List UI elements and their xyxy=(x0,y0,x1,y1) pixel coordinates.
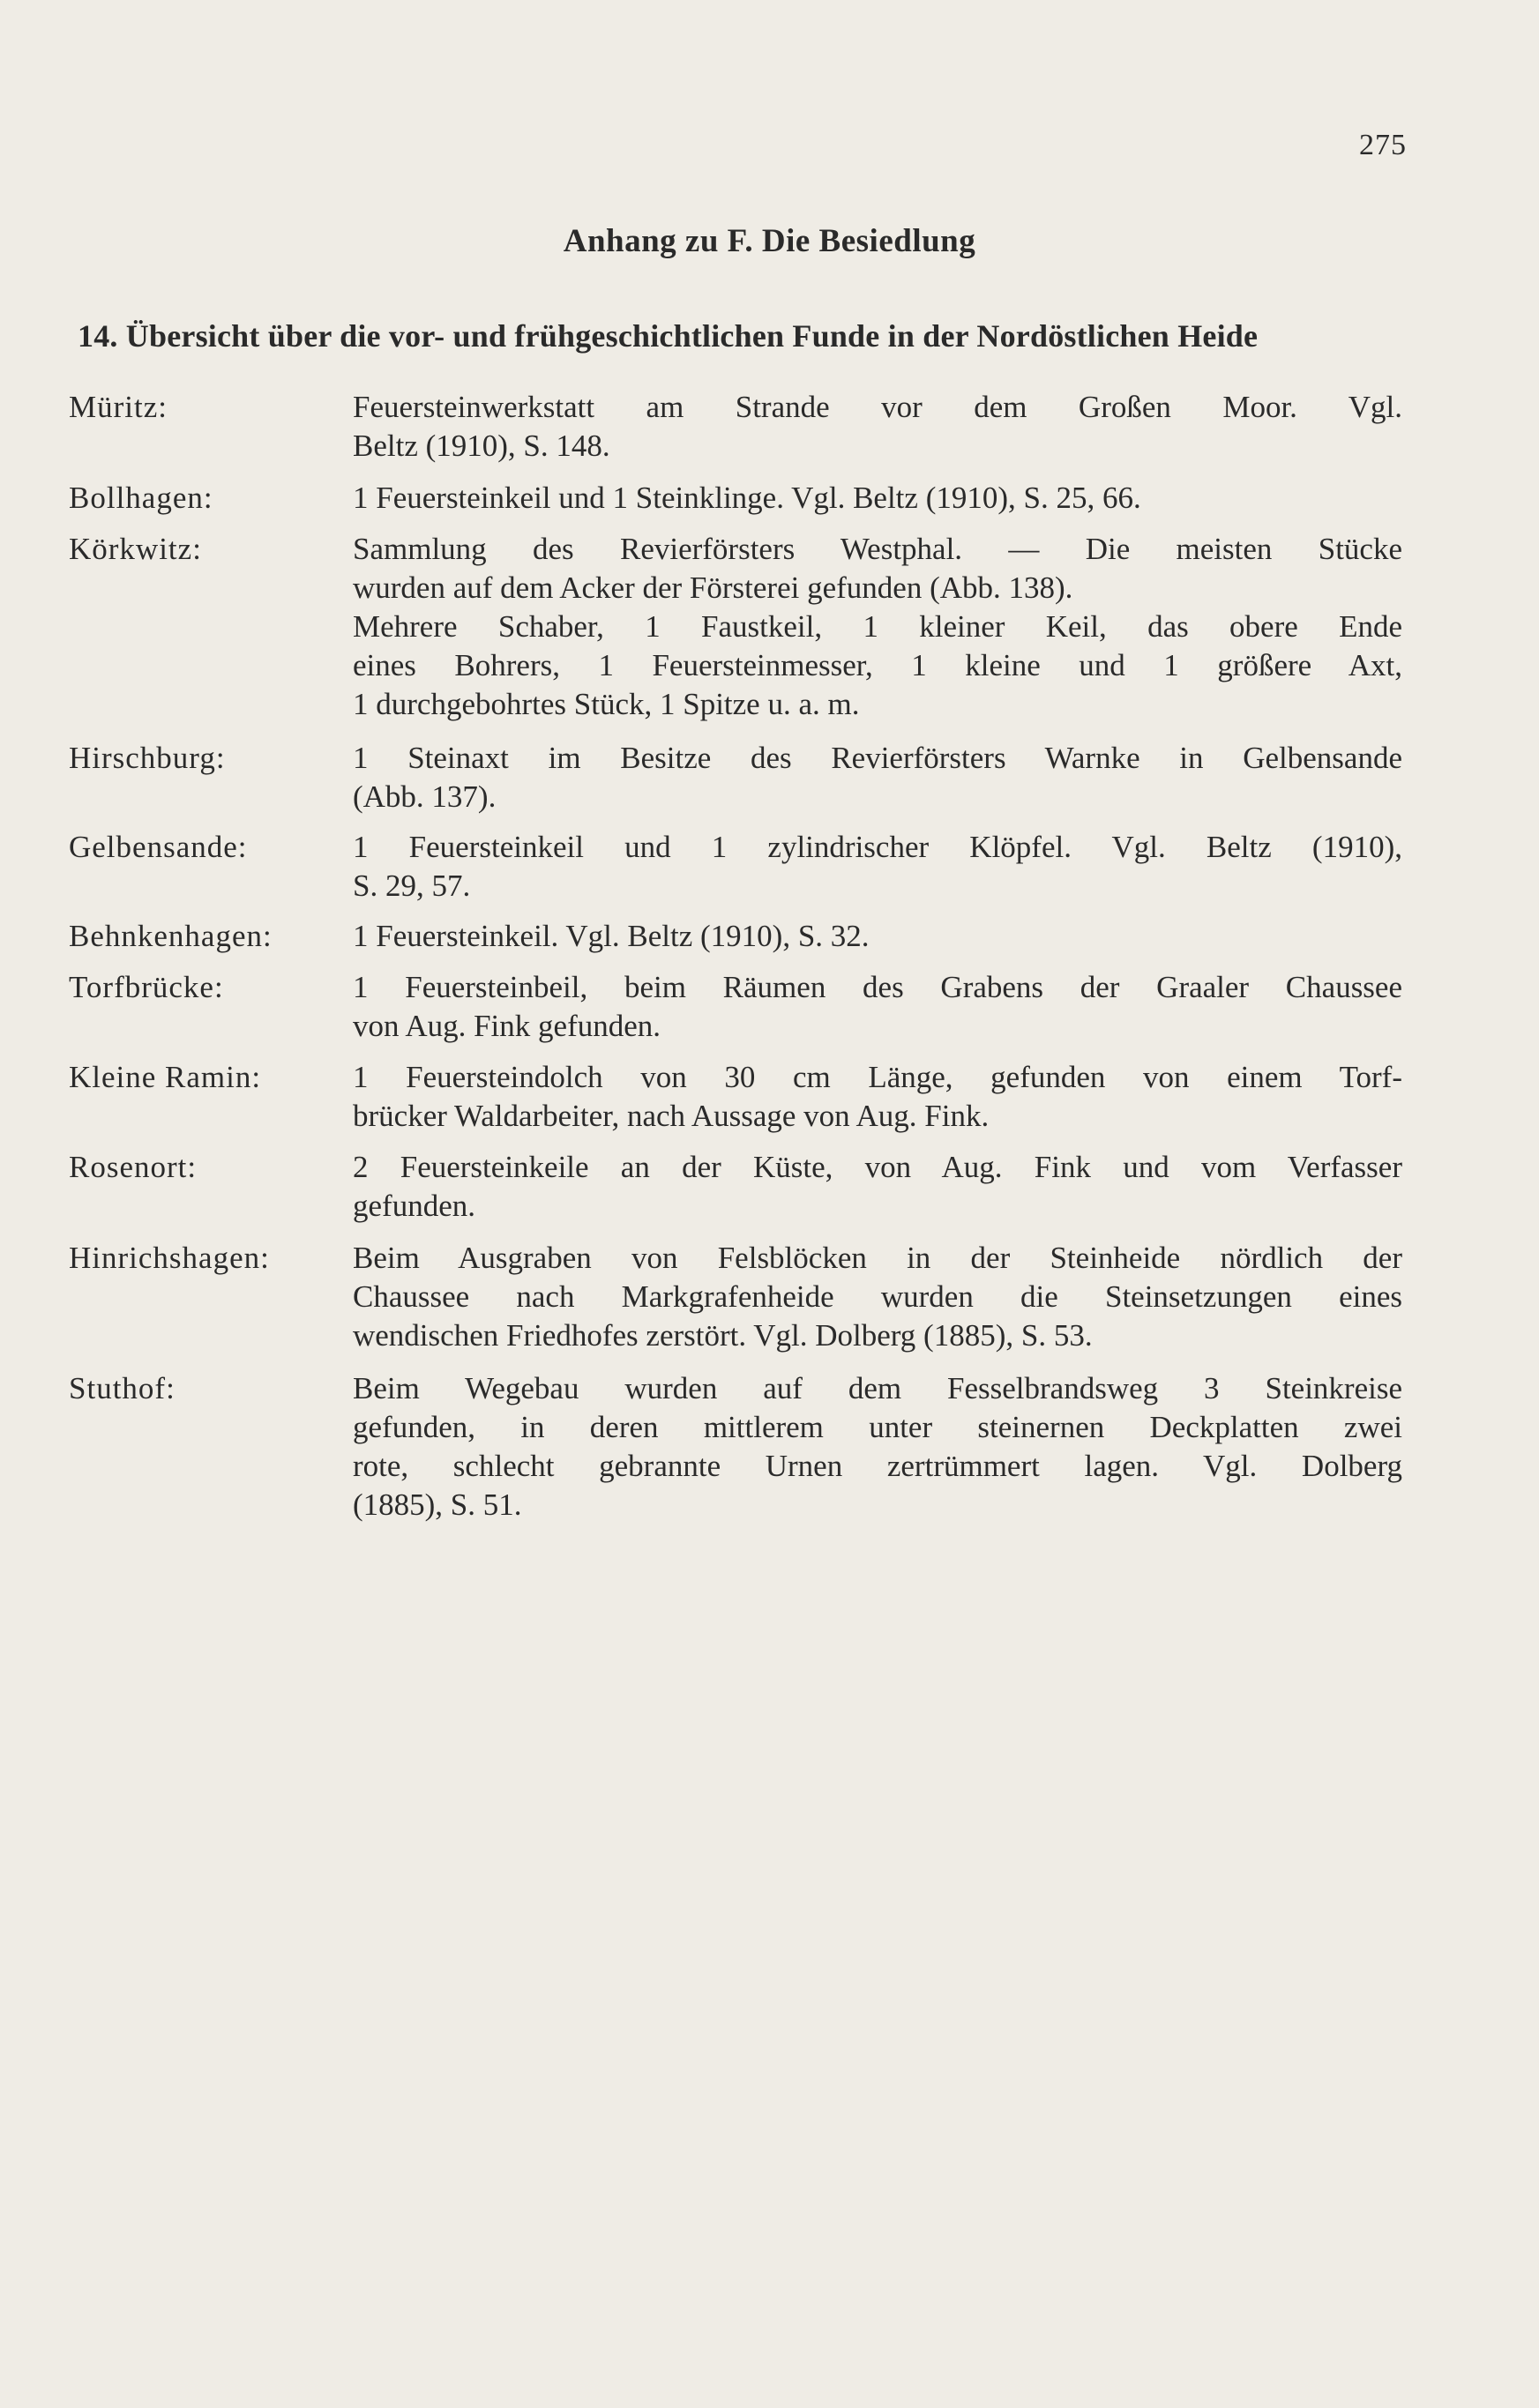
entry-line: 1 Feuersteinkeil und 1 Steinklinge. Vgl. Beltz (1910), S. 25, 66. xyxy=(353,481,1141,515)
entry-line: (1885), S. 51. xyxy=(353,1487,522,1522)
entry-text xyxy=(353,479,1402,518)
entry-line: wurden auf dem Acker der Försterei gefunden (Abb. 138). xyxy=(353,570,1073,605)
entry-text xyxy=(353,530,1402,724)
entry-text xyxy=(353,1148,1402,1226)
entry-line: 1 Feuersteinkeil und 1 zylindrischer Klöpfel. Vgl. Beltz (1910), xyxy=(353,830,1402,864)
entry-line: 1 Feuersteindolch von 30 cm Länge, gefunden von einem Torf- xyxy=(353,1060,1402,1094)
entry-place: Körkwitz: xyxy=(69,532,202,566)
entry-text xyxy=(353,1239,1402,1355)
entry-text xyxy=(353,828,1402,906)
entry-text xyxy=(353,739,1402,816)
entry-place: Bollhagen: xyxy=(69,481,213,515)
entry-line: Beltz (1910), S. 148. xyxy=(353,429,610,463)
entry-line: 1 Steinaxt im Besitze des Revierförsters Warnke in Gelbensande xyxy=(353,741,1402,775)
appendix-title: Anhang zu F. Die Besiedlung xyxy=(563,223,976,259)
entry-line: gefunden, in deren mittlerem unter steinernen Deckplatten zwei xyxy=(353,1410,1402,1444)
entry-line: wendischen Friedhofes zerstört. Vgl. Dolberg (1885), S. 53. xyxy=(353,1318,1093,1353)
entry-line: Feuersteinwerkstatt am Strande vor dem Großen Moor. Vgl. xyxy=(353,390,1402,424)
section-heading: 14. Übersicht über die vor- und frühgeschichtlichen Funde in der Nordöstlichen Heide xyxy=(78,318,1259,354)
entry-text xyxy=(353,388,1402,466)
entry-place: Torfbrücke: xyxy=(69,970,224,1004)
entry-text xyxy=(353,1369,1402,1525)
entry-line: gefunden. xyxy=(353,1189,475,1223)
entry-line: Beim Ausgraben von Felsblöcken in der Steinheide nördlich der xyxy=(353,1241,1402,1275)
entry-text xyxy=(353,1058,1402,1136)
entry-place: Stuthof: xyxy=(69,1371,176,1405)
entry-line: 1 durchgebohrtes Stück, 1 Spitze u. a. m. xyxy=(353,687,860,721)
entry-line: (Abb. 137). xyxy=(353,779,497,814)
entry-text xyxy=(353,917,1402,956)
entry-line: Beim Wegebau wurden auf dem Fesselbrandsweg 3 Steinkreise xyxy=(353,1371,1402,1405)
entry-line: rote, schlecht gebrannte Urnen zertrümmert lagen. Vgl. Dolberg xyxy=(353,1449,1402,1483)
entry-line: Sammlung des Revierförsters Westphal. — Die meisten Stücke xyxy=(353,532,1402,566)
entry-place: Müritz: xyxy=(69,390,168,424)
entry-line: 1 Feuersteinbeil, beim Räumen des Grabens der Graaler Chaussee xyxy=(353,970,1402,1004)
entry-place: Gelbensande: xyxy=(69,830,248,864)
entry-place: Behnkenhagen: xyxy=(69,919,273,953)
entry-line: Mehrere Schaber, 1 Faustkeil, 1 kleiner Keil, das obere Ende xyxy=(353,609,1402,644)
entry-line: S. 29, 57. xyxy=(353,869,471,903)
entry-line: brücker Waldarbeiter, nach Aussage von Aug. Fink. xyxy=(353,1099,990,1133)
entry-line: von Aug. Fink gefunden. xyxy=(353,1009,661,1043)
entry-line: Chaussee nach Markgrafenheide wurden die Steinsetzungen eines xyxy=(353,1279,1402,1314)
entry-line: 2 Feuersteinkeile an der Küste, von Aug. Fink und vom Verfasser xyxy=(353,1150,1402,1184)
entry-line: 1 Feuersteinkeil. Vgl. Beltz (1910), S. 32. xyxy=(353,919,870,953)
entry-text xyxy=(353,968,1402,1046)
entry-place: Kleine Ramin: xyxy=(69,1060,262,1094)
entry-place: Rosenort: xyxy=(69,1150,198,1184)
entry-place: Hirschburg: xyxy=(69,741,226,775)
entry-place: Hinrichshagen: xyxy=(69,1241,270,1275)
entry-line: eines Bohrers, 1 Feuersteinmesser, 1 kleine und 1 größere Axt, xyxy=(353,648,1402,682)
page-number: 275 xyxy=(1359,129,1407,161)
